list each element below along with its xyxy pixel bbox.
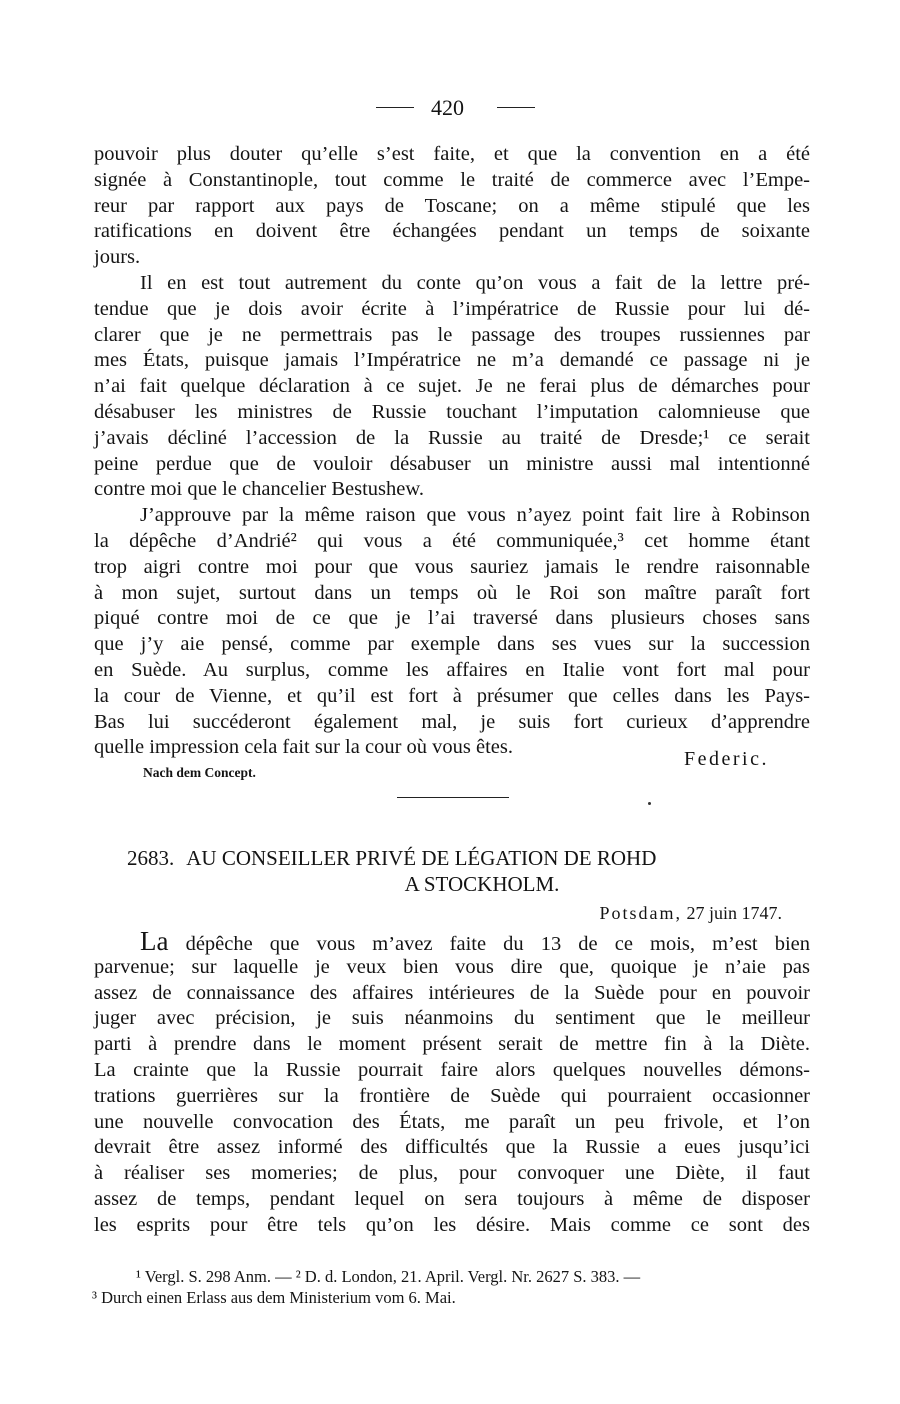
text-line: trop aigri contre moi pour que vous sauriez jamais le rendre raisonnable xyxy=(94,555,810,578)
paragraph-3 xyxy=(94,503,810,761)
text-line: que j’y aie pensé, comme par exemple dans ses vues sur la succession xyxy=(94,633,810,656)
first-line xyxy=(94,926,810,956)
footnote-line-2: ³ Durch einen Erlass aus dem Ministerium vom 6. Mai. xyxy=(92,1288,456,1307)
dateline xyxy=(599,903,782,924)
text-line: Il en est tout autrement du conte qu’on vous a fait de la lettre pré- xyxy=(140,271,810,294)
running-header xyxy=(0,95,900,121)
paragraph-1 xyxy=(94,142,810,271)
header-dash-right xyxy=(497,107,535,108)
footnotes xyxy=(92,1266,808,1308)
text-line: en Suède. Au surplus, comme les affaires en Italie vont fort mal pour xyxy=(94,658,810,681)
text-line: La crainte que la Russie pourrait faire alors quelques nouvelles démons- xyxy=(94,1058,810,1081)
text-line: n’ai fait quelque déclaration à ce sujet. Je ne ferai plus de démarches pour xyxy=(94,375,810,398)
text-line: juger avec précision, je suis néanmoins du sentiment que le meilleur xyxy=(94,1007,810,1030)
signature-row xyxy=(94,735,810,770)
text-line: quelle impression cela fait sur la cour où vous êtes. xyxy=(94,736,513,759)
text-line: tendue que je dois avoir écrite à l’impératrice de Russie pour lui dé- xyxy=(94,297,810,320)
text-line: piqué contre moi de ce que je l’ai traversé dans plusieurs choses sans xyxy=(94,607,810,630)
text-line: à réaliser ses momeries; de plus, pour convoquer une Diète, il faut xyxy=(94,1162,810,1185)
date-place: Potsdam, xyxy=(599,903,682,923)
dropcap: La xyxy=(140,926,169,956)
document-title-line2: A STOCKHOLM. xyxy=(404,872,560,896)
text-line: clarer que je ne permettrais pas le passage des troupes russiennes par xyxy=(94,323,810,346)
page-number: 420 xyxy=(431,95,464,120)
header-dash-left xyxy=(376,107,414,108)
print-speck xyxy=(648,802,651,805)
text-line: pouvoir plus douter qu’elle s’est faite, et que la convention en a été xyxy=(94,143,810,165)
document-title-line1: AU CONSEILLER PRIVÉ DE LÉGATION DE ROHD xyxy=(186,846,657,870)
text-line: Bas lui succéderont également mal, je suis fort curieux d’apprendre xyxy=(94,710,810,733)
text-line: trations guerrières sur la frontière de Suède qui pourraient occasionner xyxy=(94,1084,810,1107)
text-line: contre moi que le chancelier Bestushew. xyxy=(94,478,424,501)
text-line: assez de connaissance des affaires intérieures de la Suède pour en pouvoir xyxy=(94,981,810,1004)
text-line: ratifications en doivent être échangées pendant un temps de soixante xyxy=(94,220,810,243)
text-line: parti à prendre dans le moment présent serait de mettre fin à la Diète. xyxy=(94,1033,810,1056)
text-line: reur par rapport aux pays de Toscane; on a même stipulé que les xyxy=(94,194,810,217)
text-line: parvenue; sur laquelle je veux bien vous dire que, quoique je n’aie pas xyxy=(94,955,810,978)
document-heading xyxy=(127,845,807,897)
text-line: signée à Constantinople, tout comme le traité de commerce avec l’Empe- xyxy=(94,168,810,191)
text-line: la dépêche d’Andrié² qui vous a été communiquée,³ cet homme étant xyxy=(94,529,810,552)
text-line: assez de temps, pendant lequel on sera toujours à même de disposer xyxy=(94,1187,810,1210)
text-line: mes États, puisque jamais l’Impératrice ne m’a demandé ce passage ni je xyxy=(94,349,810,372)
text-line: devrait être assez informé des difficultés que la Russie a eues jusqu’ici xyxy=(94,1136,810,1159)
text-line: j’avais décliné l’accession de la Russie au traité de Dresde;¹ ce serait xyxy=(94,426,810,449)
text-line: J’approuve par la même raison que vous n’ayez point fait lire à Robinson xyxy=(140,504,810,527)
text-line: la cour de Vienne, et qu’il est fort à présumer que celles dans les Pays- xyxy=(94,684,810,707)
signature: Federic. xyxy=(684,748,769,770)
paragraph-2 xyxy=(94,271,810,503)
first-line-text: dépêche que vous m’avez faite du 13 de ce mois, m’est bien xyxy=(185,933,810,955)
text-line: désabuser les ministres de Russie touchant l’imputation calomnieuse que xyxy=(94,400,810,423)
text-line: une nouvelle convocation des États, me paraît un peu frivole, et l’on xyxy=(94,1110,810,1133)
text-line: à mon sujet, surtout dans un temps où le Roi son maître paraît fort xyxy=(94,581,810,604)
source-note: Nach dem Concept. xyxy=(143,765,256,780)
footnote-line-1: ¹ Vergl. S. 298 Anm. — ² D. d. London, 21. April. Vergl. Nr. 2627 S. 383. — xyxy=(136,1267,641,1286)
text-line: jours. xyxy=(94,246,141,269)
letter-continuation xyxy=(94,142,810,761)
text-line: les esprits pour être tels qu’on les désire. Mais comme ce sont des xyxy=(94,1213,810,1236)
letter-body xyxy=(94,926,810,1239)
date-text: 27 juin 1747. xyxy=(686,903,782,923)
document-number: 2683. xyxy=(127,846,175,870)
text-line: peine perdue que de vouloir désabuser un ministre aussi mal intentionné xyxy=(94,452,810,475)
section-divider xyxy=(397,797,509,798)
